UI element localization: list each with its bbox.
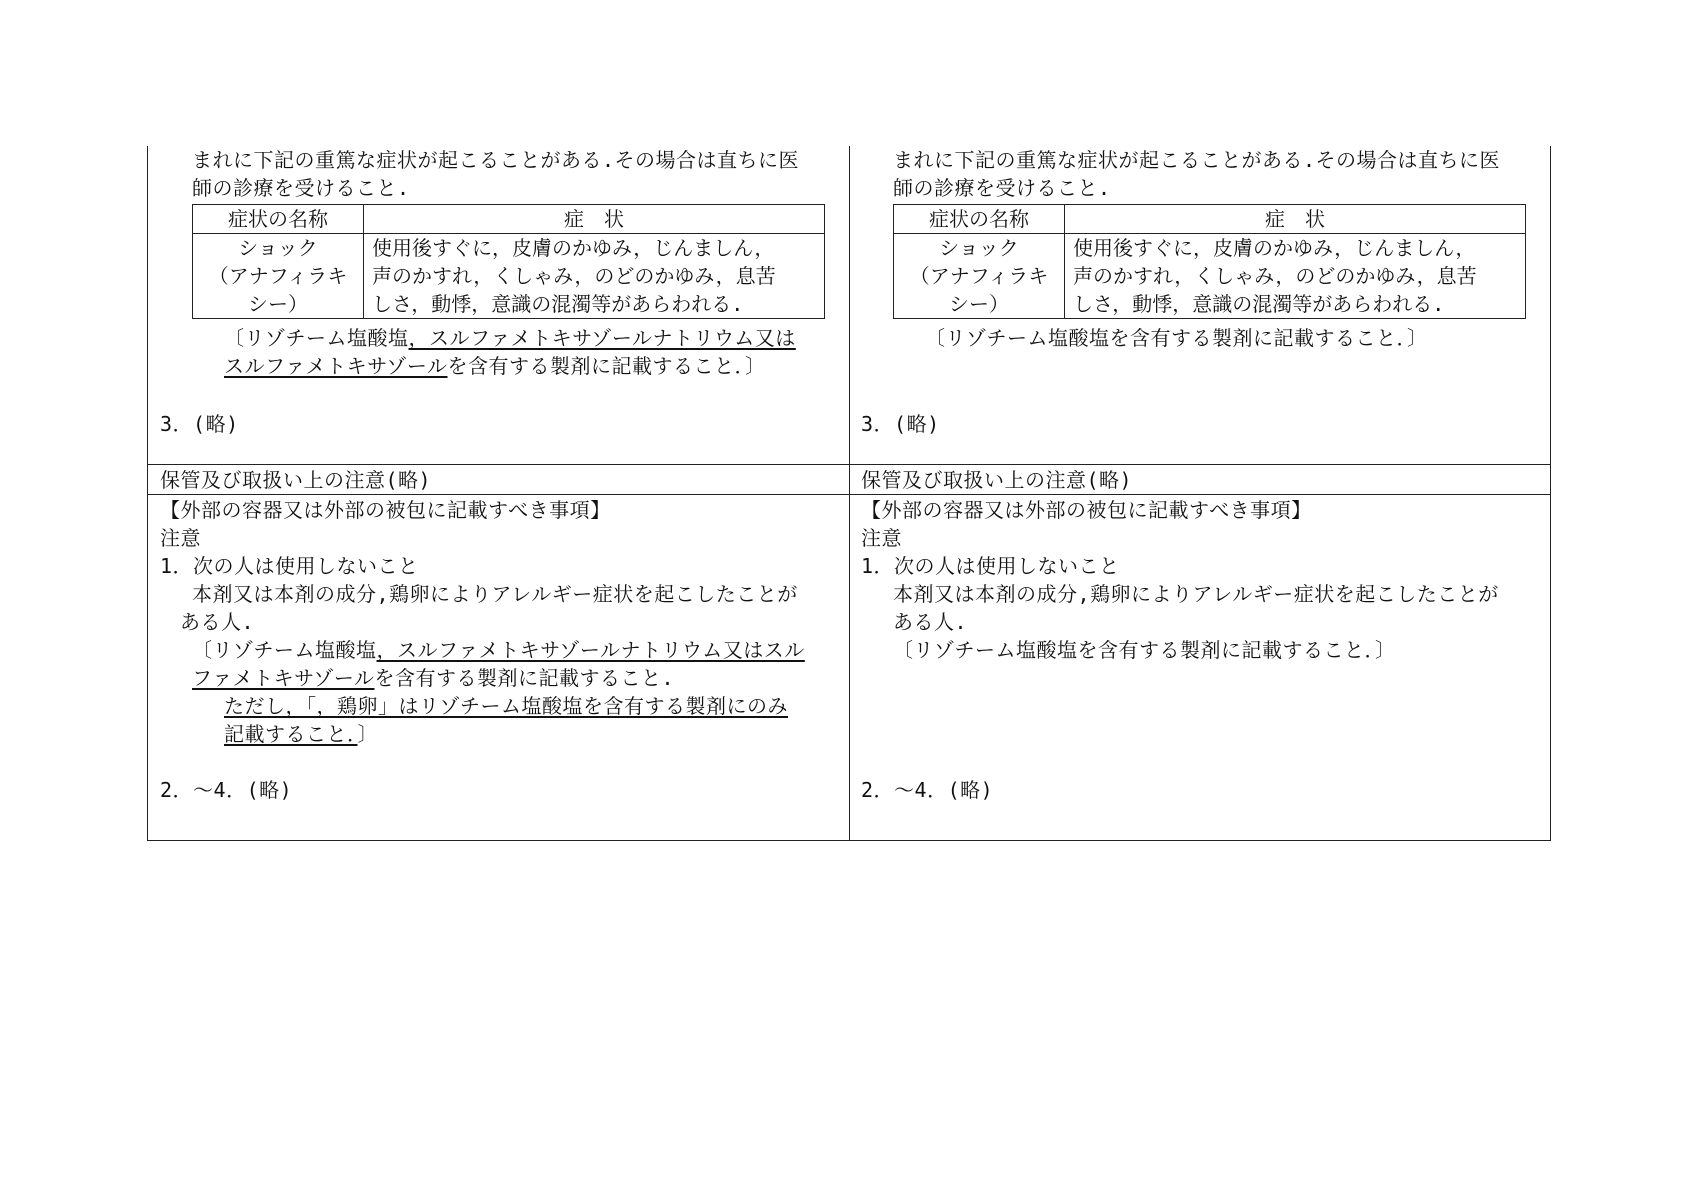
comparison-table <box>147 146 1551 841</box>
intro-line-2: 師の診療を受けること. <box>192 176 410 200</box>
outer-package-heading: 【外部の容器又は外部の被包に記載すべき事項】 <box>160 498 611 522</box>
item-1-text-line-1: 本剤又は本剤の成分,鶏卵によりアレルギー症状を起こしたことが <box>192 582 798 606</box>
item-2-4: 2．～4．(略) <box>160 778 293 802</box>
note-3-line-2 <box>224 720 378 748</box>
symptom-desc-cell <box>364 234 825 319</box>
note-1-part-a: 〔リゾチーム塩酸塩 <box>224 326 409 350</box>
note-2-line-1 <box>192 636 805 664</box>
symptom-name-line-3: シー） <box>248 292 308 316</box>
intro-line-1: まれに下記の重篤な症状が起こることがある.その場合は直ちに医 <box>893 148 1501 172</box>
symptom-name-line-2: （アナフィラキ <box>909 264 1049 288</box>
symptom-desc-line-1: 使用後すぐに，皮膚のかゆみ，じんましん， <box>1073 236 1476 260</box>
symptom-name-cell <box>894 234 1065 319</box>
note-2-part-d: を含有する製剤に記載すること. <box>374 666 675 690</box>
symptom-name-line-3: シー） <box>949 292 1009 316</box>
symptom-name-line-1: ショック <box>238 236 318 260</box>
left-column <box>148 146 848 840</box>
note-3-part-a: 記載すること． <box>224 722 358 746</box>
note-2-part-b: ，スルファメトキサゾールナトリウム又はスル <box>376 638 805 662</box>
symptom-desc-line-1: 使用後すぐに，皮膚のかゆみ，じんましん， <box>372 236 775 260</box>
right-column <box>850 146 1550 840</box>
symptom-name-cell <box>193 234 364 319</box>
symptom-desc-cell <box>1065 234 1526 319</box>
item-1: 1．次の人は使用しないこと <box>861 554 1120 578</box>
note-3-line-1: ただし，「，鶏卵」はリゾチーム塩酸塩を含有する製剤にのみ <box>224 694 788 718</box>
item-1-text-line-1: 本剤又は本剤の成分,鶏卵によりアレルギー症状を起こしたことが <box>893 582 1499 606</box>
symptom-name-line-2: （アナフィラキ <box>208 264 348 288</box>
note-1-line-2 <box>224 352 766 380</box>
note-2-line-2 <box>192 664 674 692</box>
item-1-text-line-2: ある人. <box>180 610 255 634</box>
note-1: 〔リゾチーム塩酸塩を含有する製剤に記載すること．〕 <box>925 326 1428 350</box>
storage-caution: 保管及び取扱い上の注意(略) <box>861 468 1133 492</box>
caution-label: 注意 <box>861 526 902 550</box>
header-symptom-name: 症状の名称 <box>193 205 364 234</box>
item-1: 1．次の人は使用しないこと <box>160 554 419 578</box>
note-3-part-b: 〕 <box>357 722 378 746</box>
item-3: 3．(略) <box>861 412 940 436</box>
note-1-part-c: スルファメトキサゾール <box>224 354 448 378</box>
symptom-desc-line-2: 声のかすれ，くしゃみ，のどのかゆみ，息苦 <box>1073 264 1477 288</box>
item-1-text-line-2: ある人. <box>893 610 968 634</box>
symptom-table <box>192 204 825 319</box>
note-2-part-c: ファメトキサゾール <box>192 666 375 690</box>
outer-package-heading: 【外部の容器又は外部の被包に記載すべき事項】 <box>861 498 1312 522</box>
note-2-part-a: 〔リゾチーム塩酸塩 <box>192 638 377 662</box>
note-1-part-d: を含有する製剤に記載すること．〕 <box>447 354 766 378</box>
symptom-desc-line-3: しさ，動悸，意識の混濁等があらわれる. <box>1073 292 1445 316</box>
symptom-desc-line-3: しさ，動悸，意識の混濁等があらわれる. <box>372 292 744 316</box>
storage-caution: 保管及び取扱い上の注意(略) <box>160 468 432 492</box>
header-symptom: 症 状 <box>1065 205 1526 234</box>
symptom-desc-line-2: 声のかすれ，くしゃみ，のどのかゆみ，息苦 <box>372 264 776 288</box>
intro-line-1: まれに下記の重篤な症状が起こることがある.その場合は直ちに医 <box>192 148 800 172</box>
item-3: 3．(略) <box>160 412 239 436</box>
note-2: 〔リゾチーム塩酸塩を含有する製剤に記載すること．〕 <box>893 638 1396 662</box>
item-2-4: 2．～4．(略) <box>861 778 994 802</box>
header-symptom-name: 症状の名称 <box>894 205 1065 234</box>
symptom-name-line-1: ショック <box>939 236 1019 260</box>
caution-label: 注意 <box>160 526 201 550</box>
note-1-part-b: ，スルファメトキサゾールナトリウム又は <box>408 326 796 350</box>
intro-line-2: 師の診療を受けること. <box>893 176 1111 200</box>
symptom-table <box>893 204 1526 319</box>
header-symptom: 症 状 <box>364 205 825 234</box>
note-1-line-1 <box>224 324 796 352</box>
